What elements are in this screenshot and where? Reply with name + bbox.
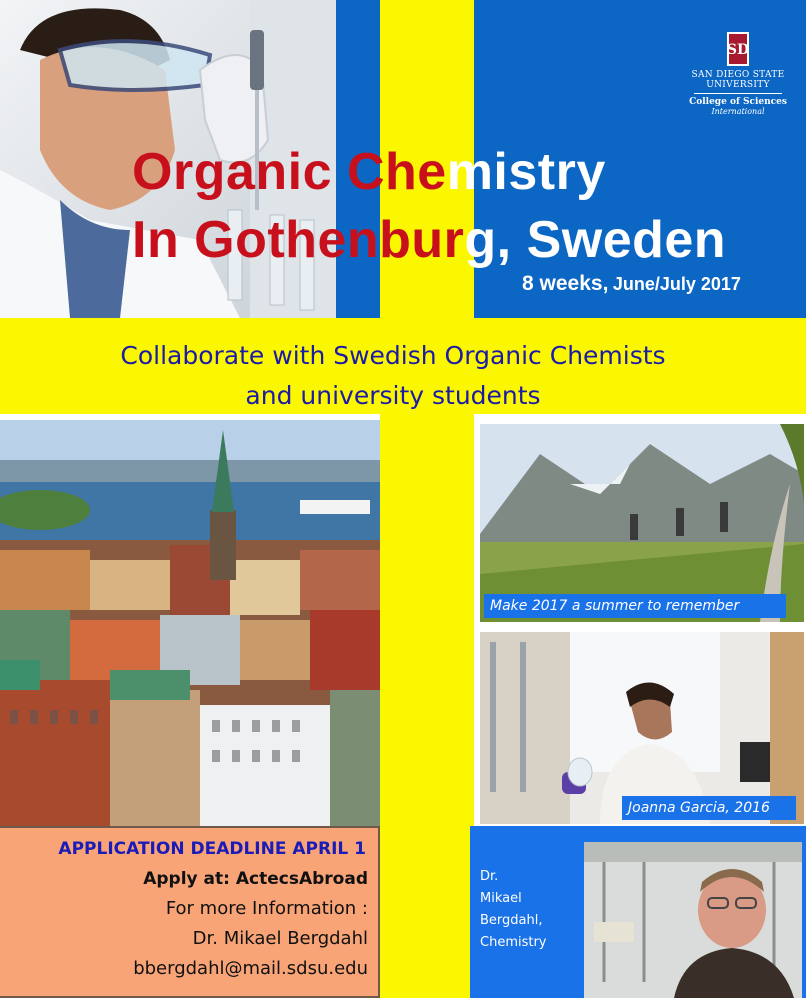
page-title: [132, 138, 792, 274]
professor-department: Chemistry: [480, 935, 547, 950]
lab-caption: Joanna Garcia, 2016: [622, 796, 796, 820]
program-months: June/July 2017: [612, 274, 741, 294]
gothenburg-city-photo: [0, 420, 380, 826]
title-line-1-red: Organic Che: [132, 143, 447, 201]
more-info-label: For more Information :: [165, 898, 368, 919]
title-line-1: [132, 138, 792, 206]
contact-email-link[interactable]: bbergdahl@mail.sdsu.edu: [133, 958, 368, 979]
tagline: [0, 336, 786, 416]
sdsu-college: College of Sciences: [689, 97, 787, 107]
sdsu-name-line2: UNIVERSITY: [706, 80, 770, 90]
svg-text:SD: SD: [727, 42, 749, 58]
title-line-2-white: g, Sweden: [464, 211, 727, 269]
professor-title: Dr.: [480, 869, 499, 884]
professor-label: [480, 866, 547, 954]
title-line-1-white: mistry: [446, 143, 606, 201]
tagline-line-1: Collaborate with Swedish Organic Chemists: [120, 341, 666, 370]
program-dates: [522, 272, 741, 296]
program-duration: 8 weeks,: [522, 272, 609, 295]
tagline-line-2: and university students: [245, 381, 541, 410]
apply-instructions: Apply at: ActecsAbroad: [143, 869, 368, 889]
application-deadline: APPLICATION DEADLINE APRIL 1: [58, 839, 366, 859]
professor-first-name: Mikael: [480, 891, 522, 906]
sdsu-name-line1: SAN DIEGO STATE: [691, 70, 785, 80]
sdsu-logo: [688, 32, 788, 117]
contact-name: Dr. Mikael Bergdahl: [192, 928, 368, 949]
title-line-2-red: In Gothenbur: [132, 211, 465, 269]
logo-divider: [694, 93, 782, 94]
sdsu-division: International: [711, 107, 765, 116]
professor-photo: [584, 842, 802, 998]
sdsu-shield-icon: [727, 32, 749, 66]
title-line-2: [132, 206, 792, 274]
application-info-box: [0, 826, 380, 998]
hikers-caption: Make 2017 a summer to remember: [484, 594, 786, 618]
hikers-photo: [480, 424, 804, 622]
professor-last-name: Bergdahl,: [480, 913, 543, 928]
